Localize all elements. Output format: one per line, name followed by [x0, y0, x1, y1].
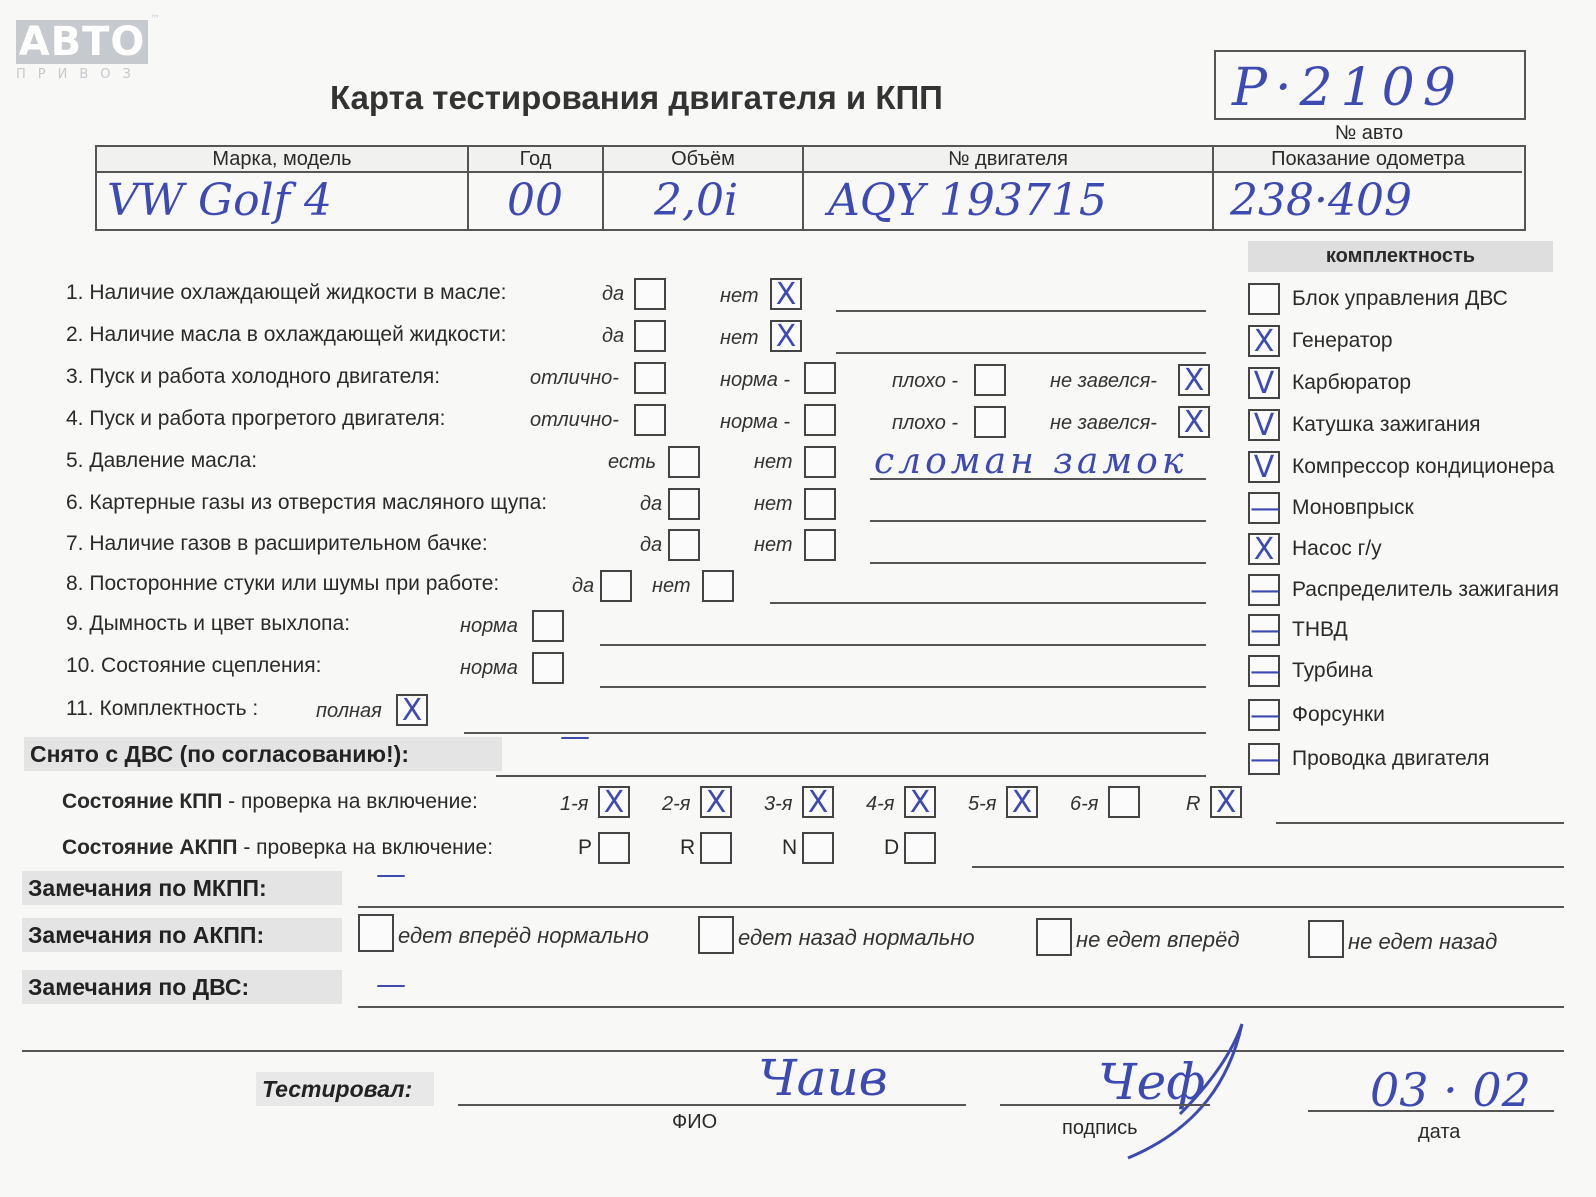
komplekt-checkbox-distributor[interactable]: — [1250, 573, 1280, 608]
fio-value: Чаив [758, 1049, 888, 1107]
gear-label-5: 5-я [968, 793, 997, 815]
option-otlichno: отлично- [530, 367, 619, 389]
logo-text: АВТО [16, 20, 148, 64]
q7-net-checkbox[interactable] [804, 529, 836, 561]
gear-5-checkbox[interactable]: X [1006, 786, 1038, 818]
option-net: нет [754, 451, 793, 473]
akpp-note-line [972, 866, 1564, 868]
question-text: Состояние сцепления: [101, 654, 322, 677]
option-polnaya: полная [316, 700, 382, 722]
q6-da-checkbox[interactable] [668, 488, 700, 520]
date-line [1308, 1110, 1554, 1112]
akpp-no-forward-label: не едет вперёд [1076, 927, 1240, 952]
komplekt-label-turbine: Турбина [1292, 659, 1373, 682]
komplekt-checkbox-injectors[interactable]: — [1250, 698, 1280, 733]
mkpp-remarks-line [358, 906, 1564, 908]
option-norma: норма - [720, 369, 791, 391]
brand-value: VW Golf 4 [107, 175, 332, 226]
q4-norma-checkbox[interactable] [804, 404, 836, 436]
odometer-cell [1214, 147, 1522, 229]
akpp-no-reverse-checkbox[interactable] [1308, 920, 1344, 958]
akpp-label [62, 834, 493, 862]
logo-trademark: ™ [150, 14, 160, 25]
akpp-reverse-ok-checkbox[interactable] [698, 916, 734, 954]
komplekt-label-ecu: Блок управления ДВС [1292, 287, 1508, 310]
akpp-gear-label-n: N [782, 836, 798, 859]
q7-da-checkbox[interactable] [668, 529, 700, 561]
q4-otlichno-checkbox[interactable] [634, 404, 666, 436]
question-4 [66, 405, 446, 433]
akpp-no-reverse-label: не едет назад [1348, 929, 1498, 954]
question-2 [66, 321, 506, 349]
engine-number-label: № двигателя [804, 147, 1212, 173]
removed-from-engine-label: Снято с ДВС (по согласованию!): [24, 737, 502, 771]
q5-est-checkbox[interactable] [668, 446, 700, 478]
komplekt-label-carburetor: Карбюратор [1292, 371, 1412, 394]
option-da: да [640, 493, 663, 515]
signature-flourish [1120, 1018, 1250, 1168]
brand-cell [97, 147, 469, 229]
odometer-value: 238·409 [1230, 175, 1412, 226]
volume-value: 2,0i [654, 175, 739, 226]
question-3 [66, 363, 440, 391]
q3-norma-checkbox[interactable] [804, 362, 836, 394]
komplekt-checkbox-ecu[interactable] [1248, 283, 1280, 315]
option-net: нет [754, 534, 793, 556]
question-text: Наличие масла в охлаждающей жидкости: [89, 323, 507, 346]
q10-norma-checkbox[interactable] [532, 652, 564, 684]
question-9 [66, 610, 350, 638]
q4-ne-zavelsya-checkbox[interactable]: X [1178, 406, 1210, 438]
option-est: есть [608, 451, 657, 473]
option-norma: норма - [720, 411, 791, 433]
akpp-forward-ok-label: едет вперёд нормально [398, 923, 649, 948]
year-cell [469, 147, 604, 229]
option-otlichno: отлично- [530, 409, 619, 431]
komplekt-checkbox-power-steering-pump[interactable]: X [1248, 533, 1280, 565]
kpp-label [62, 788, 478, 816]
year-value: 00 [507, 175, 563, 226]
kpp-label-bold: Состояние КПП [62, 790, 223, 813]
question-7 [66, 530, 488, 558]
date-label: дата [1418, 1121, 1461, 1143]
brand-label: Марка, модель [97, 147, 467, 173]
komplekt-checkbox-turbine[interactable]: — [1250, 654, 1280, 689]
akpp-n-checkbox[interactable] [802, 832, 834, 864]
q1-note-line [836, 310, 1206, 312]
gear-3-checkbox[interactable]: X [802, 786, 834, 818]
signature-value: Чеф [1098, 1053, 1206, 1111]
akpp-reverse-ok-label: едет назад нормально [738, 925, 975, 950]
question-text: Наличие охлаждающей жидкости в масле: [89, 281, 507, 304]
gear-1-checkbox[interactable]: X [598, 786, 630, 818]
option-da: да [602, 283, 625, 305]
option-da: да [640, 534, 663, 556]
mkpp-remarks-value: — [376, 857, 406, 892]
page-title: Карта тестирования двигателя и КПП [330, 79, 943, 116]
volume-label: Объём [604, 147, 802, 173]
akpp-forward-ok-checkbox[interactable] [358, 914, 394, 952]
question-number: 7. [66, 532, 84, 555]
question-11 [66, 695, 258, 723]
dvs-remarks-label: Замечания по ДВС: [22, 970, 342, 1004]
akpp-gear-label-p: P [578, 836, 593, 859]
q2-note-line [836, 352, 1206, 354]
q8-net-checkbox[interactable] [702, 570, 734, 602]
odometer-label: Показание одометра [1214, 147, 1522, 173]
kpp-note-line [1276, 822, 1564, 824]
akpp-no-forward-checkbox[interactable] [1036, 918, 1072, 956]
option-net: нет [720, 285, 759, 307]
q8-note-line [770, 602, 1206, 604]
question-number: 10. [66, 654, 96, 677]
year-label: Год [469, 147, 602, 173]
q7-note-line [870, 562, 1206, 564]
vehicle-header-table [95, 145, 1526, 231]
oil-pressure-note: сломан замок [874, 441, 1188, 482]
logo-subtext: ПРИВОЗ [16, 67, 143, 82]
gear-label-6: 6-я [1070, 793, 1099, 815]
tested-by-label: Тестировал: [256, 1072, 434, 1106]
komplekt-label-distributor: Распределитель зажигания [1292, 578, 1560, 601]
q5-net-checkbox[interactable] [804, 446, 836, 478]
option-norma: норма [460, 615, 518, 637]
option-ploho: плохо - [892, 370, 959, 392]
q6-net-checkbox[interactable] [804, 488, 836, 520]
option-da: да [602, 325, 625, 347]
q9-norma-checkbox[interactable] [532, 610, 564, 642]
q3-ne-zavelsya-checkbox[interactable]: X [1178, 364, 1210, 396]
question-number: 5. [66, 449, 84, 472]
komplekt-label-wiring: Проводка двигателя [1292, 747, 1490, 770]
question-1 [66, 279, 506, 307]
q8-da-checkbox[interactable] [600, 570, 632, 602]
signature-line [1000, 1104, 1210, 1106]
volume-cell [604, 147, 804, 229]
question-number: 1. [66, 281, 84, 304]
engine-number-cell [804, 147, 1214, 229]
signature-label: подпись [1062, 1117, 1138, 1139]
komplektnost-heading: комплектность [1248, 241, 1553, 272]
gear-6-checkbox[interactable] [1108, 786, 1140, 818]
q1-net-checkbox[interactable]: X [770, 278, 802, 310]
question-text: Давление масла: [89, 449, 258, 472]
q3-otlichno-checkbox[interactable] [634, 362, 666, 394]
logo [16, 20, 148, 83]
question-number: 9. [66, 612, 84, 635]
mkpp-remarks-label: Замечания по МКПП: [22, 871, 342, 905]
q4-ploho-checkbox[interactable] [974, 406, 1006, 438]
akpp-label-rest: - проверка на включение: [237, 836, 494, 859]
option-net: нет [720, 327, 759, 349]
komplekt-checkbox-ac-compressor[interactable]: V [1248, 451, 1280, 483]
q9-note-line [600, 644, 1206, 646]
komplekt-checkbox-generator[interactable]: X [1248, 325, 1280, 357]
option-ploho: плохо - [892, 412, 959, 434]
question-text: Картерные газы из отверстия масляного щупа: [89, 491, 548, 514]
komplekt-label-generator: Генератор [1292, 329, 1393, 352]
question-number: 6. [66, 491, 84, 514]
dvs-remarks-line [358, 1006, 1564, 1008]
question-8 [66, 570, 499, 598]
removed-from-engine-value: — [560, 719, 590, 754]
question-number: 3. [66, 365, 84, 388]
fio-label: ФИО [672, 1111, 718, 1133]
gear-2-checkbox[interactable]: X [700, 786, 732, 818]
q3-ploho-checkbox[interactable] [974, 364, 1006, 396]
komplekt-checkbox-monoinjection[interactable]: — [1250, 491, 1280, 526]
q1-da-checkbox[interactable] [634, 278, 666, 310]
question-text: Пуск и работа холодного двигателя: [89, 365, 441, 388]
question-number: 4. [66, 407, 84, 430]
gear-4-checkbox[interactable]: X [904, 786, 936, 818]
fio-line [458, 1104, 966, 1106]
q10-note-line [600, 686, 1206, 688]
question-text: Дымность и цвет выхлопа: [89, 612, 351, 635]
komplekt-label-injection-pump: ТНВД [1292, 618, 1348, 641]
komplekt-label-ac-compressor: Компрессор кондиционера [1292, 455, 1555, 478]
option-ne-zavelsya: не завелся- [1050, 370, 1157, 392]
question-number: 2. [66, 323, 84, 346]
komplekt-checkbox-carburetor[interactable]: V [1248, 367, 1280, 399]
option-ne-zavelsya: не завелся- [1050, 412, 1157, 434]
q6-note-line [870, 520, 1206, 522]
question-6 [66, 489, 547, 517]
question-5 [66, 447, 257, 475]
question-number: 11. [66, 697, 94, 720]
option-da: да [572, 575, 595, 597]
removed-note-line [496, 775, 1206, 777]
gear-label-4: 4-я [866, 793, 895, 815]
gear-label-1: 1-я [560, 793, 589, 815]
komplekt-label-ignition-coil: Катушка зажигания [1292, 413, 1481, 436]
question-text: Комплектность : [99, 697, 259, 720]
akpp-remarks-label: Замечания по АКПП: [22, 918, 342, 952]
akpp-r-checkbox[interactable] [700, 832, 732, 864]
dvs-remarks-value: — [376, 967, 406, 1002]
kpp-label-rest: - проверка на включение: [222, 790, 478, 813]
auto-number-value: P·2109 [1232, 58, 1464, 118]
akpp-p-checkbox[interactable] [598, 832, 630, 864]
akpp-d-checkbox[interactable] [904, 832, 936, 864]
option-net: нет [652, 575, 691, 597]
q2-da-checkbox[interactable] [634, 320, 666, 352]
question-text: Пуск и работа прогретого двигателя: [89, 407, 446, 430]
gear-label-r: R [1186, 793, 1201, 815]
q2-net-checkbox[interactable]: X [770, 320, 802, 352]
gear-label-2: 2-я [662, 793, 691, 815]
akpp-gear-label-r: R [680, 836, 696, 859]
komplekt-checkbox-injection-pump[interactable]: — [1250, 613, 1280, 648]
date-value: 03 · 02 [1370, 1063, 1531, 1117]
gear-label-3: 3-я [764, 793, 793, 815]
komplekt-label-monoinjection: Моновпрыск [1292, 496, 1414, 519]
q5-note-line [870, 478, 1206, 480]
komplekt-label-injectors: Форсунки [1292, 703, 1385, 726]
auto-number-label: № авто [1214, 118, 1524, 146]
engine-number-value: AQY 193715 [828, 175, 1107, 226]
akpp-label-bold: Состояние АКПП [62, 836, 238, 859]
gear-r-checkbox[interactable]: X [1210, 786, 1242, 818]
akpp-gear-label-d: D [884, 836, 900, 859]
komplekt-label-power-steering-pump: Насос г/у [1292, 537, 1382, 560]
question-text: Наличие газов в расширительном бачке: [89, 532, 488, 555]
question-text: Посторонние стуки или шумы при работе: [89, 572, 500, 595]
komplekt-checkbox-wiring[interactable]: — [1250, 742, 1280, 777]
option-net: нет [754, 493, 793, 515]
q11-polnaya-checkbox[interactable]: X [396, 694, 428, 726]
question-10 [66, 652, 321, 680]
komplekt-checkbox-ignition-coil[interactable]: V [1248, 409, 1280, 441]
question-number: 8. [66, 572, 84, 595]
option-norma: норма [460, 657, 518, 679]
